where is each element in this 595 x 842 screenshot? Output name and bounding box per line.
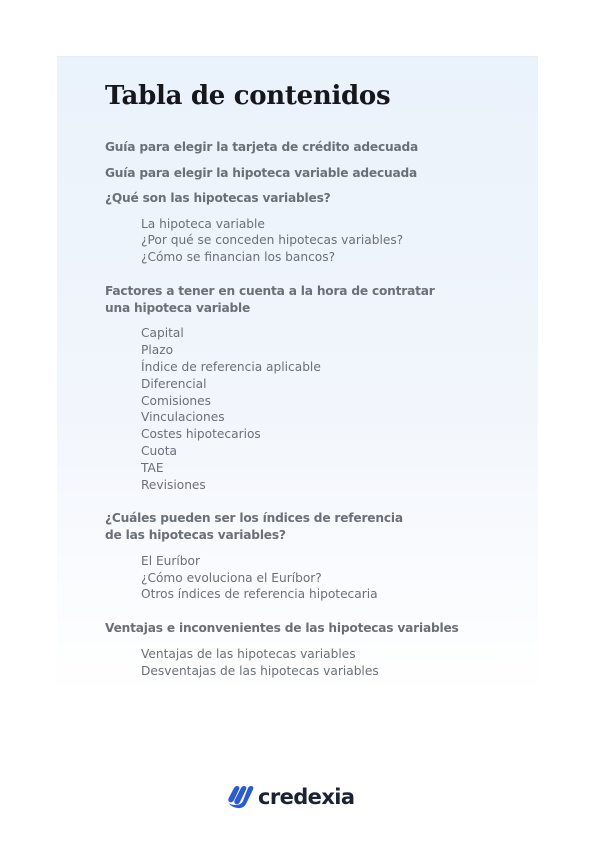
toc-section bbox=[105, 190, 525, 266]
brand-logo bbox=[228, 783, 354, 811]
toc-section bbox=[105, 283, 525, 493]
toc-section bbox=[105, 510, 525, 603]
toc-subsection-item[interactable]: ¿Por qué se conceden hipotecas variables? bbox=[141, 233, 404, 248]
toc-section bbox=[105, 139, 525, 156]
toc-subsection-list bbox=[141, 216, 525, 266]
toc-subsection-item[interactable]: Cuota bbox=[141, 443, 177, 458]
toc-subsection-item[interactable]: Ventajas de las hipotecas variables bbox=[141, 646, 356, 661]
toc-subsection-item[interactable]: La hipoteca variable bbox=[141, 216, 265, 231]
toc-subsection-item[interactable]: El Euríbor bbox=[141, 553, 200, 568]
toc-section-heading[interactable]: Guía para elegir la hipoteca variable adecuada bbox=[105, 165, 418, 180]
toc-section-heading[interactable]: Guía para elegir la tarjeta de crédito adecuada bbox=[105, 140, 419, 154]
toc-subsection-item[interactable]: Comisiones bbox=[141, 393, 211, 408]
toc-section bbox=[105, 165, 525, 182]
page-title: Tabla de contenidos bbox=[105, 81, 391, 111]
toc-section-heading[interactable]: Factores a tener en cuenta a la hora de contratar una hipoteca variable bbox=[105, 283, 435, 315]
toc-subsection-item[interactable]: Otros índices de referencia hipotecaria bbox=[141, 587, 378, 602]
toc-subsection-list bbox=[141, 553, 525, 603]
toc-subsection-item[interactable]: Plazo bbox=[141, 343, 174, 358]
toc-subsection-item[interactable]: Revisiones bbox=[141, 477, 206, 492]
toc-subsection-list bbox=[141, 646, 525, 680]
toc-subsection-item[interactable]: Desventajas de las hipotecas variables bbox=[141, 663, 379, 678]
toc-subsection-item[interactable]: Costes hipotecarios bbox=[141, 427, 261, 442]
toc-subsection-item[interactable]: ¿Cómo evoluciona el Euríbor? bbox=[141, 570, 322, 585]
toc-section-heading[interactable]: ¿Qué son las hipotecas variables? bbox=[105, 191, 331, 205]
table-of-contents bbox=[105, 139, 525, 696]
toc-subsection-item[interactable]: ¿Cómo se financian los bancos? bbox=[141, 250, 336, 265]
toc-section bbox=[105, 620, 525, 679]
toc-subsection-item[interactable]: Vinculaciones bbox=[141, 410, 225, 425]
toc-subsection-item[interactable]: Diferencial bbox=[141, 376, 207, 391]
toc-subsection-item[interactable]: Índice de referencia aplicable bbox=[141, 359, 321, 374]
toc-section-heading[interactable]: Ventajas e inconvenientes de las hipotecas variables bbox=[105, 621, 459, 636]
brand-name: credexia bbox=[258, 785, 355, 809]
credexia-logo-icon bbox=[228, 785, 255, 809]
toc-subsection-item[interactable]: TAE bbox=[141, 460, 164, 475]
toc-section-heading[interactable]: ¿Cuáles pueden ser los índices de referencia de las hipotecas variables? bbox=[105, 511, 403, 543]
toc-subsection-list bbox=[141, 325, 525, 493]
toc-subsection-item[interactable]: Capital bbox=[141, 326, 184, 341]
